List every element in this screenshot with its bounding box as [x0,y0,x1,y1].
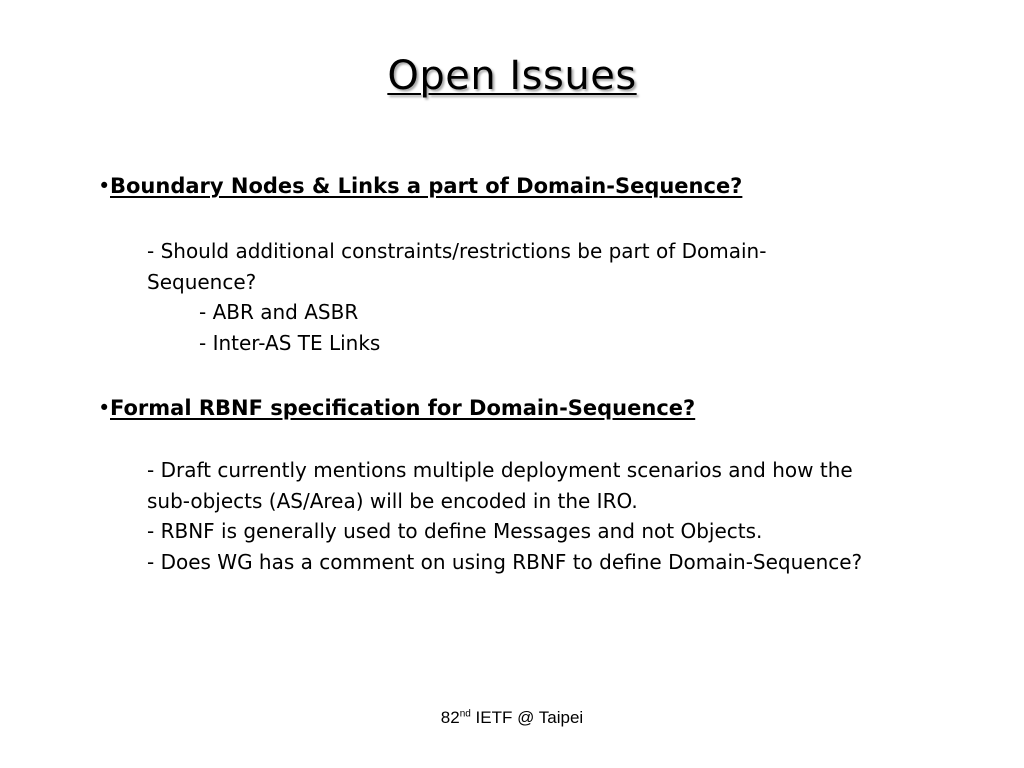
detail-line: sub-objects (AS/Area) will be encoded in the IRO. [147,488,638,513]
footer-number: 82 [440,708,460,727]
detail-line: - RBNF is generally used to define Messages and not Objects. [147,519,763,543]
bullet-marker: • [98,174,111,198]
bullet-boundary-nodes [98,172,742,200]
slide-footer [0,706,1024,730]
bullet-marker: • [98,396,111,420]
bullet-details-boundary-nodes [147,236,917,358]
detail-line: - Should additional constraints/restrictions be part of Domain- [147,239,767,263]
footer-ordinal-suffix: nd [459,708,471,720]
detail-line: - Does WG has a comment on using RBNF to define Domain-Sequence? [147,549,863,574]
detail-line: - Draft currently mentions multiple deployment scenarios and how the [147,458,853,482]
bullet-heading: Formal RBNF specification for Domain-Sequence? [110,396,696,420]
bullet-details-formal-rbnf [147,455,917,577]
detail-subitem: - Inter-AS TE Links [199,330,381,355]
footer-text: IETF @ Taipei [470,708,584,727]
detail-line: Sequence? [147,269,257,294]
bullet-heading: Boundary Nodes & Links a part of Domain-Sequence? [110,174,743,198]
detail-subitem: - ABR and ASBR [199,300,359,324]
bullet-formal-rbnf [98,394,695,422]
slide-title: Open Issues [387,53,637,99]
